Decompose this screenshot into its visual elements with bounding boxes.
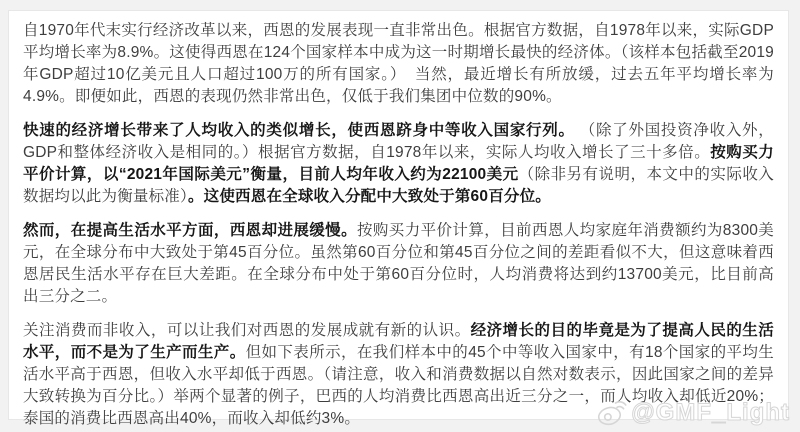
text-segment: 经济增长的目的毕竟是为了提高人民的生活水平，而不是为了生产而生产。 bbox=[23, 322, 774, 361]
article-card bbox=[8, 10, 789, 427]
watermark-handle: @GMF_Light bbox=[631, 399, 790, 426]
paragraph bbox=[23, 320, 774, 430]
text-segment: 按购买力平价计算，以“2021年国际美元”衡量，目前人均年收入约为22100美元 bbox=[23, 144, 774, 183]
text-segment: 自1970年代末实行经济改革以来，西恩的发展表现一直非常出色。根据官方数据，自1978年以来，实际GDP平均增长率为8.9%。这使得西恩在124个国家样本中成为这一时期增长最快的经济体。（该样本包括截至2019年GDP超过10亿美元且人口超过100万的所有国家。） 当然，最近增长有所放缓，过去五年平均增长率为4.9%。即便如此，西恩的表现仍然非常出色，仅低于我们集团中位数的90%。 bbox=[23, 22, 774, 105]
paragraph bbox=[23, 120, 774, 208]
text-segment: （除了外国投资净收入外，GDP和整体经济收入是相同的。）根据官方数据，自1978年以来，实际人均收入增长了三十多倍。 bbox=[23, 122, 774, 161]
paragraph bbox=[23, 220, 774, 308]
text-segment: 关注消费而非收入，可以让我们对西恩的发展成就有新的认识。 bbox=[23, 322, 471, 339]
text-segment: 然而，在提高生活水平方面，西恩却进展缓慢。 bbox=[23, 222, 357, 239]
text-segment: 快速的经济增长带来了人均收入的类似增长，使西恩跻身中等收入国家行列。 bbox=[23, 122, 575, 139]
text-segment: （除非另有说明，本文中的实际收入数据均以此为衡量标准） bbox=[23, 166, 774, 205]
text-segment: 按购买力平价计算，目前西恩人均家庭年消费额约为8300美元，在全球分布中大致处于第45百分位。虽然第60百分位和第45百分位之间的差距看似不大，但这意味着西恩居民生活水平存在巨大差距。在全球分布中处于第60百分位时，人均消费将达到约13700美元，比目前高出三分之二。 bbox=[23, 222, 774, 305]
text-segment: 但如下表所示，在我们样本中的45个中等收入国家中，有18个国家的平均生活水平高于西恩，但收入水平却低于西恩。（请注意，收入和消费数据以自然对数表示，因此国家之间的差异大致转换为百分比。）举两个显著的例子，巴西的人均消费比西恩高出近三分之一，而人均收入却低近20%；泰国的消费比西恩高出40%，而收入却低约3%。 bbox=[23, 344, 774, 427]
paragraph bbox=[23, 20, 774, 108]
text-segment: 。这使西恩在全球收入分配中大致处于第60百分位。 bbox=[187, 188, 551, 205]
